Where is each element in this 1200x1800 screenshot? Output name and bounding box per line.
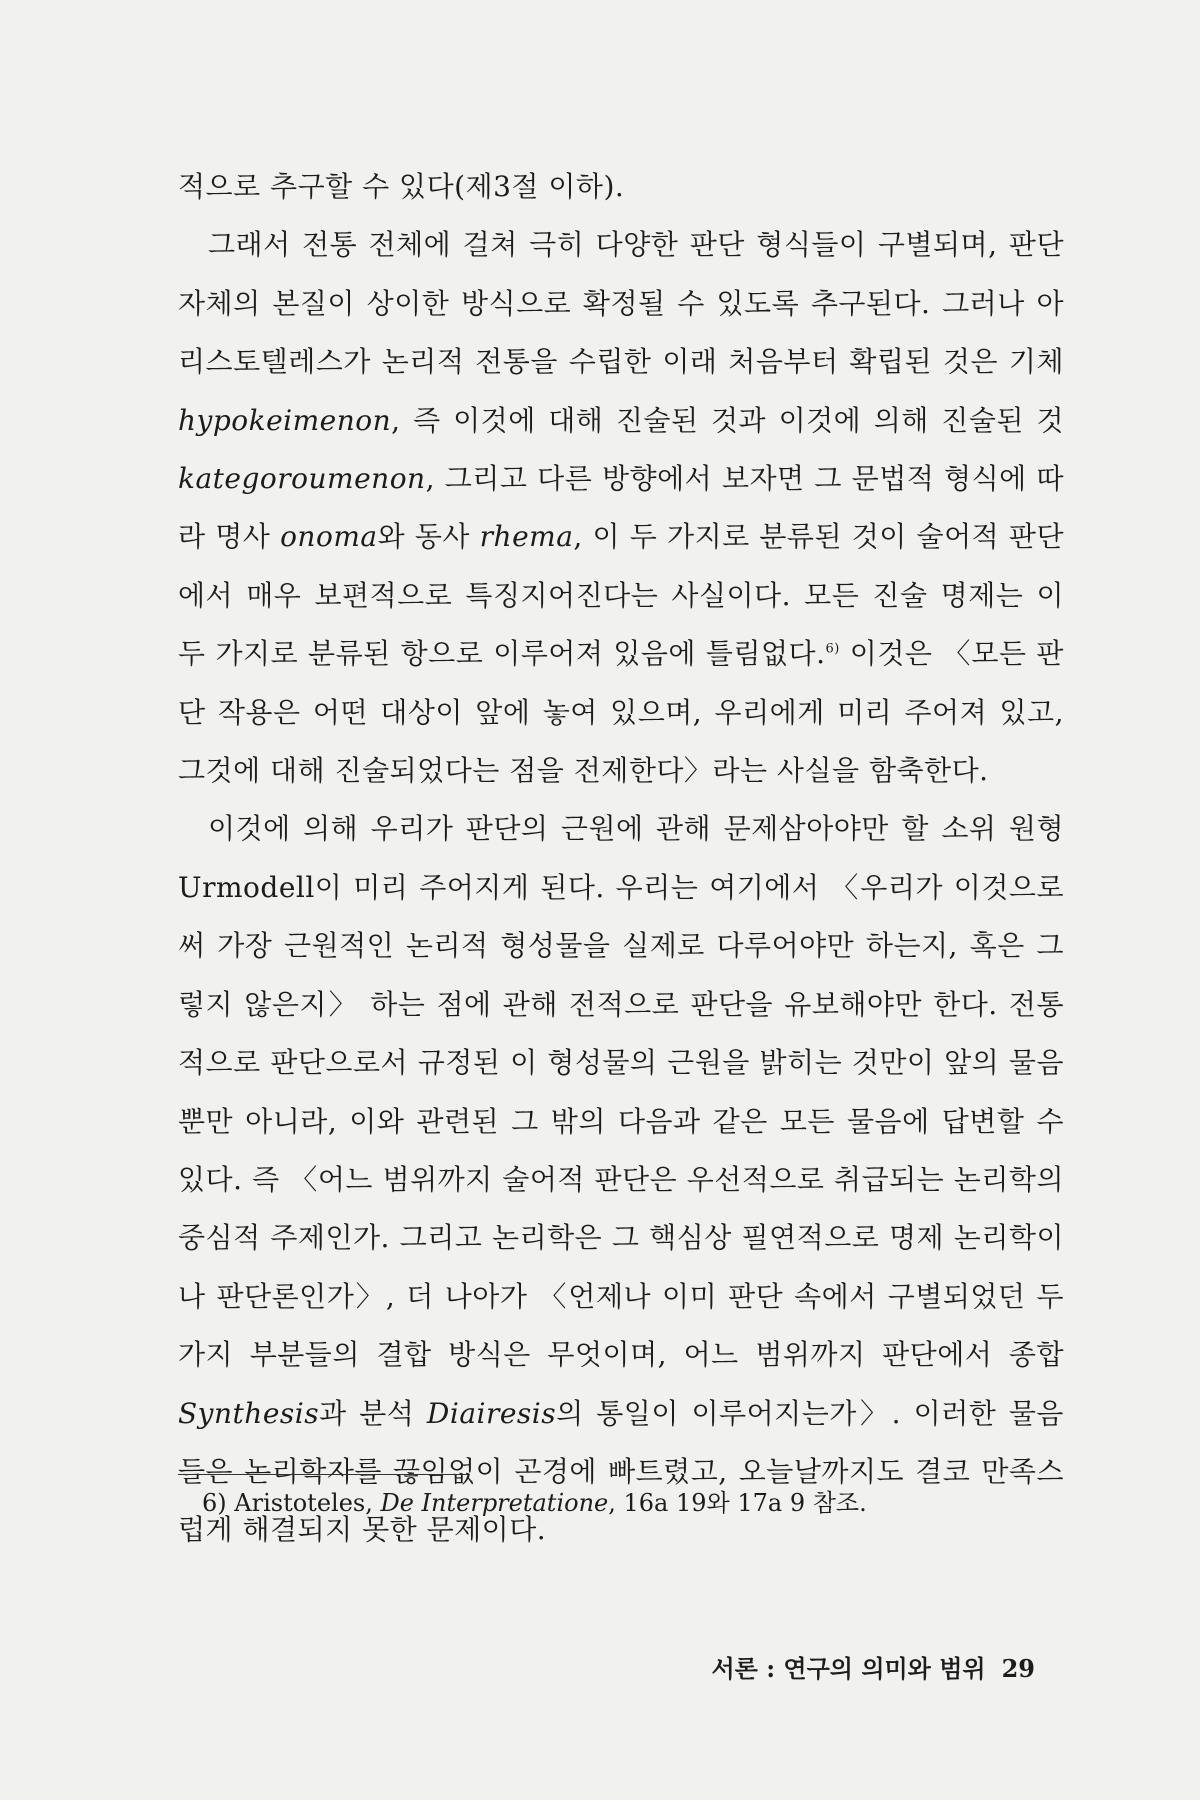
italic-term: kategoroumenon (178, 462, 426, 496)
footnote-rest: , 16a 19와 17a 9 참조. (608, 1489, 867, 1517)
text-run: 그래서 전통 전체에 걸쳐 극히 다양한 판단 형식들이 구별되며, 판단 자체의 본질이 상이한 방식으로 확정될 수 있도록 추구된다. 그러나 아리스토텔레스가 논리적 전통을 수립한 이래 처음부터 확립된 것은 기체 (178, 228, 1064, 379)
text-run: , 즉 이것에 대해 진술된 것과 이것에 의해 진술된 것 (391, 403, 1064, 437)
footnote-6 (202, 1486, 867, 1520)
footnote-ref: 6) (825, 641, 840, 657)
running-title: 서론 : 연구의 의미와 범위 (711, 1654, 986, 1683)
running-footer (711, 1652, 1035, 1686)
footnote-author: Aristoteles, (234, 1489, 373, 1517)
text-run: , 그리고 다른 방향에서 보자면 그 문법적 형식에 따라 명사 (178, 462, 1064, 554)
italic-term: hypokeimenon (178, 403, 392, 437)
text-run: , 이 두 가지로 분류된 것이 술어적 판단에서 매우 보편적으로 특징지어진다는 사실이다. 모든 진술 명제는 이 두 가지로 분류된 항으로 이루어져 있음에 틀림없다. (178, 520, 1064, 671)
body-text (178, 158, 1064, 1560)
text-run: 와 동사 (377, 520, 480, 554)
text-run: 의 통일이 이루어지는가〉. 이러한 물음들은 논리학자를 끊임없이 곤경에 빠트렸고, 오늘날까지도 결코 만족스럽게 해결되지 못한 문제이다. (178, 1396, 1064, 1547)
italic-term: onoma (280, 520, 378, 554)
footnote-title: De Interpretatione (380, 1489, 609, 1517)
paragraph (178, 158, 1064, 216)
page-number: 29 (1001, 1654, 1035, 1683)
paragraph (178, 800, 1064, 1559)
paragraph (178, 216, 1064, 800)
italic-term: rhema (479, 520, 574, 554)
text-run: 과 분석 (319, 1396, 427, 1430)
text-run: 이것은 〈모든 판단 작용은 어떤 대상이 앞에 놓여 있으며, 우리에게 미리 주어져 있고, 그것에 대해 진술되었다는 점을 전제한다〉라는 사실을 함축한다. (178, 637, 1064, 788)
text-run: 이것에 의해 우리가 판단의 근원에 관해 문제삼아야만 할 소위 원형 Urmodell이 미리 주어지게 된다. 우리는 여기에서 〈우리가 이것으로써 가장 근원적인 논리적 형성물을 실제로 다루어야만 하는지, 혹은 그렇지 않은지〉 하는 점에 관해 전적으로 판단을 유보해야만 한다. 전통적으로 판단으로서 규정된 이 형성물의 근원을 밝히는 것만이 앞의 물음뿐만 아니라, 이와 관련된 그 밖의 다음과 같은 모든 물음에 답변할 수 있다. 즉 〈어느 범위까지 술어적 판단은 우선적으로 취급되는 논리학의 중심적 주제인가. 그리고 논리학은 그 핵심상 필연적으로 명제 논리학이나 판단론인가〉, 더 나아가 〈언제나 이미 판단 속에서 구별되었던 두 가지 부분들의 결합 방식은 무엇이며, 어느 범위까지 판단에서 종합 (178, 812, 1064, 1372)
italic-term: Diairesis (426, 1396, 557, 1430)
footnote-divider (178, 1474, 468, 1475)
italic-term: Synthesis (178, 1396, 320, 1430)
footnote-number: 6) (202, 1489, 227, 1517)
text-run: 적으로 추구할 수 있다(제3절 이하). (178, 170, 625, 203)
